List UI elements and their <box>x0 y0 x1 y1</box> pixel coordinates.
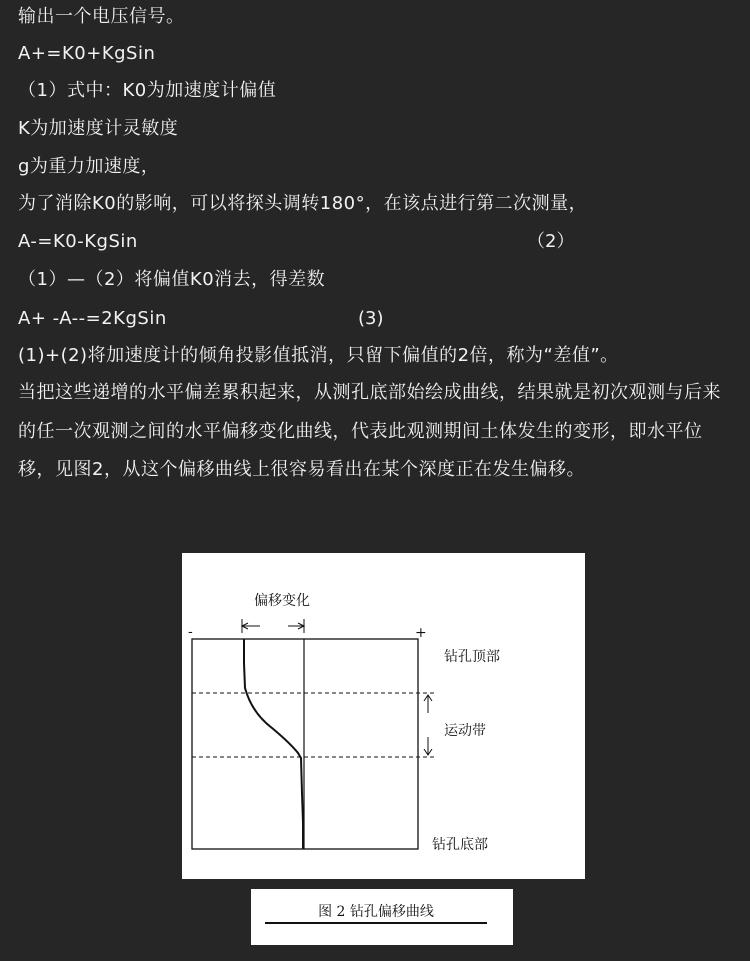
deflection-curve <box>244 639 303 849</box>
borehole-top-label: 钻孔顶部 <box>444 649 500 665</box>
zone-arrows <box>424 695 432 755</box>
plus-marker: + <box>415 625 427 641</box>
equation-3: A+ -A--=2KgSin <box>18 308 167 329</box>
text-line-10: (1)+(2)将加速度计的倾角投影值抵消，只留下偏值的2倍，称为“差值”。 <box>18 345 619 366</box>
borehole-frame <box>192 639 418 849</box>
body-paragraph: 当把这些递增的水平偏差累积起来，从测孔底部始绘成曲线，结果就是初次观测与后来的任一次观测之间的水平偏移变化曲线，代表此观测期间土体发生的变形，即水平位移，见图2，从这个偏移曲线上很容易看出在某个深度正在发生偏移。 <box>18 382 721 480</box>
equation-3-number: (3) <box>358 308 384 329</box>
borehole-bottom-label: 钻孔底部 <box>432 837 488 853</box>
text-line-1: 输出一个电压信号。 <box>18 6 185 27</box>
equation-2: A-=K0-KgSin <box>18 231 138 252</box>
figure-title-label: 偏移变化 <box>254 593 310 609</box>
figure-caption-box <box>251 889 513 945</box>
equation-1: A+=K0+KgSin <box>18 43 156 64</box>
borehole-diagram <box>182 553 585 879</box>
caption-underline <box>265 923 487 924</box>
equation-2-number: （2） <box>527 231 575 252</box>
minus-marker: - <box>188 624 193 640</box>
motion-zone-label: 运动带 <box>444 723 486 739</box>
figure-caption: 图 2 钻孔偏移曲线 <box>265 901 487 923</box>
text-line-6: 为了消除K0的影响，可以将探头调转180°，在该点进行第二次测量， <box>18 193 588 214</box>
text-line-4: K为加速度计灵敏度 <box>18 118 179 139</box>
text-line-3: （1）式中：K0为加速度计偏值 <box>18 80 277 101</box>
text-line-8: （1）—（2）将偏值K0消去，得差数 <box>18 269 326 290</box>
figure-2 <box>182 553 585 879</box>
offset-dimension-arrow <box>242 619 304 633</box>
text-line-5: g为重力加速度， <box>18 156 160 177</box>
